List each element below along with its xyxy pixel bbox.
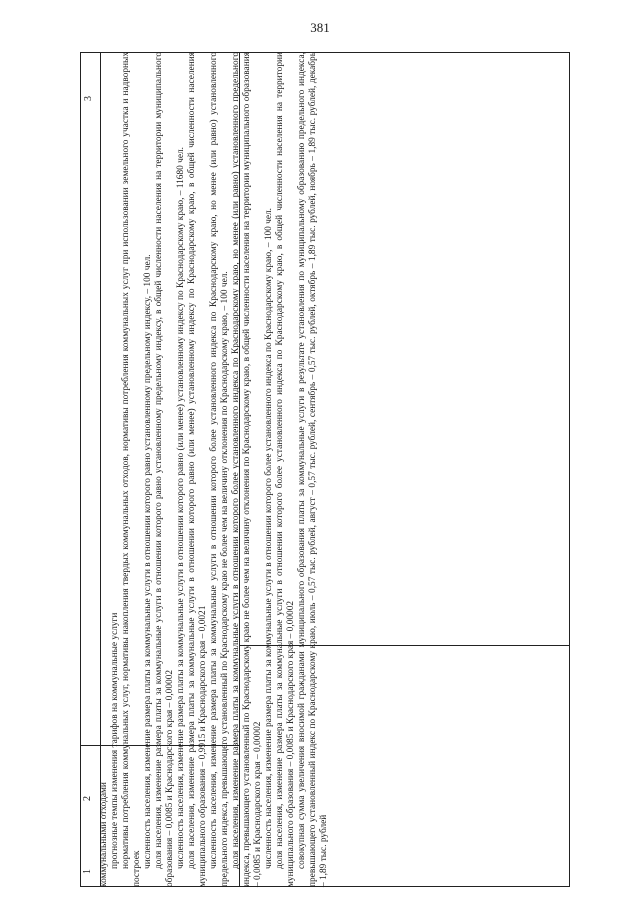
paragraph: численность населения, изменение размера платы за коммунальные услуги в отношении которого равно установленному предельному индексу, – 100 чел. [142,254,153,869]
paragraph: доля населения, изменение размера платы за коммунальные услуги в отношении которого более установленного индекса по Краснодарскому краю, в общей численности населения на территории муниципального образования – 0,0085 и Краснодарского края – 0,00002 [274,52,296,887]
paragraph: численность населения, изменение размера платы за коммунальные услуги в отношении которого равно (или менее) установленному индексу по Краснодарскому краю, – 11680 чел. [175,147,186,869]
column-number-2: 2 [82,796,93,801]
paragraph: совокупная сумма увеличения вносимой гражданами муниципального образования платы за коммунальные услуги в результате установления по муниципальному образованию предельного индекса, превышающего установленный индекс по Краснодарскому краю, июль – 0,57 тыс. рублей, август – 0,57 тыс. рублей, сентябрь – 0,57 тыс. рублей, октябрь – 1,89 тыс. рублей, ноябрь – 1,89 тыс. рублей, декабрь – 1,89 тыс. рублей [296,52,329,887]
paragraph: коммунальными отходами [99,782,109,887]
paragraph: доля населения, изменение размера платы за коммунальные услуги в отношении которого равно (или менее) установленному индексу по Краснодарскому краю, в общей численности населения муниципального образования – 0,9915 и Краснодарского края – 0,0021 [186,52,208,887]
paragraph: доля населения, изменение размера платы за коммунальные услуги в отношении которого более установленного индекса по Краснодарскому краю, но менее (или равно) установленного предельного индекса, превышающего установленный по Краснодарскому краю не более чем на величину отклонения по Краснодарскому краю, в общей численности населения на территории муниципального образования – 0,0085 и Краснодарского края – 0,00002 [230,52,263,887]
column-number-3: 3 [83,96,94,101]
column-number-1: 1 [82,869,93,874]
column-3-text [99,52,561,887]
paragraph: нормативы потребления коммунальных услуг, нормативы накопления твердых коммунальных отходов, нормативы потребления коммунальных услуг при использовании земельного участка и надворных построек [120,52,142,887]
page-number: 381 [310,20,330,35]
paragraph: доля населения, изменение размера платы за коммунальные услуги в отношении которого равно установленному предельному индексу, в общей численности населения на территории муниципального образования – 0,0085 и Краснодарского края – 0,00002 [153,52,175,887]
paragraph: прогнозные темпы изменения тарифов на коммунальные услуги [109,612,120,869]
paragraph: численность населения, изменение размера платы за коммунальные услуги в отношении которого более установленного индекса по Краснодарскому краю, – 100 чел. [263,207,274,869]
paragraph: численность населения, изменение размера платы за коммунальные услуги в отношении которого более установленного индекса по Краснодарскому краю, но менее (или равно) установленного предельного индекса, превышающего установленный по Краснодарскому краю не более чем на величину отклонения по Краснодарскому краю, – 100 чел. [208,52,230,887]
